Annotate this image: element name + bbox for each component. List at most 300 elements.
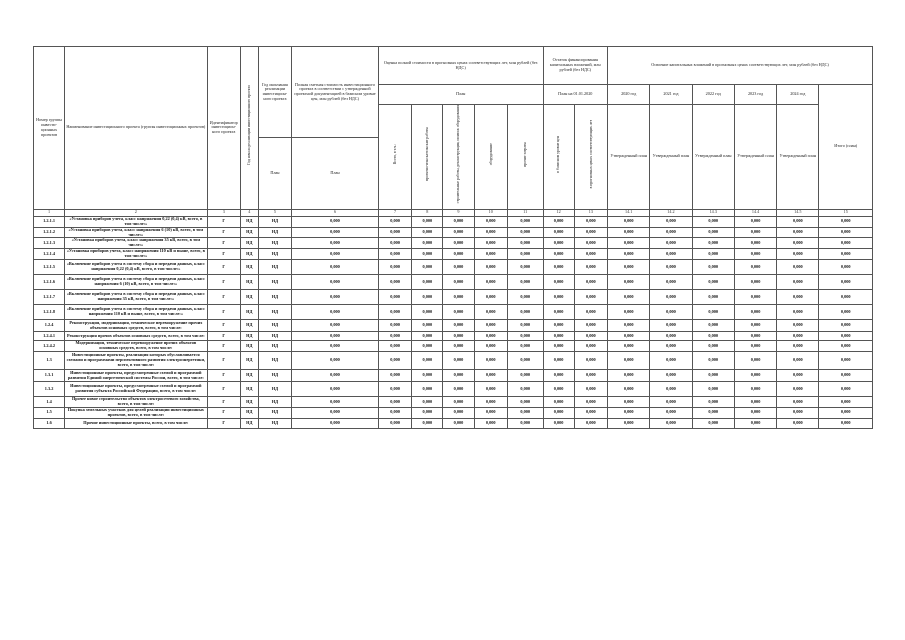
row-value: 0,000 <box>692 290 734 305</box>
row-start-year: НД <box>240 370 258 382</box>
row-end-year: НД <box>258 382 291 397</box>
row-value: 0,000 <box>292 227 379 238</box>
row-value: 0,000 <box>734 418 776 428</box>
header-plan-col5: План <box>258 138 291 209</box>
row-value: 0,000 <box>412 382 443 397</box>
row-code: 1.2.1.5 <box>34 260 65 275</box>
row-value: 0,000 <box>378 249 411 260</box>
header-approved-2: Утвержденный план <box>650 105 692 210</box>
header-plan-col6: План <box>292 138 379 209</box>
row-value: 0,000 <box>412 397 443 408</box>
row-value: 0,000 <box>292 260 379 275</box>
row-start-year: НД <box>240 227 258 238</box>
header-forecast-prices: в прогнозных ценах соответствующих лет <box>574 105 607 210</box>
header-year-2021: 2021 год <box>650 85 692 105</box>
column-number: 14.4 <box>734 209 776 216</box>
row-value: 0,000 <box>574 305 607 320</box>
row-code: 1.4 <box>34 397 65 408</box>
row-value: 0,000 <box>734 341 776 352</box>
column-number: 3 <box>207 209 240 216</box>
row-value: 0,000 <box>692 407 734 418</box>
row-value: 0,000 <box>507 341 543 352</box>
row-start-year: НД <box>240 275 258 290</box>
row-value: 0,000 <box>692 382 734 397</box>
row-value: 0,000 <box>692 352 734 370</box>
row-value: 0,000 <box>608 397 650 408</box>
row-value: 0,000 <box>608 290 650 305</box>
table-row <box>34 275 873 290</box>
header-group-capital-development: Освоение капитальных вложений в прогнозных ценах соответствующих лет, млн рублей (без НДС) <box>608 47 873 85</box>
row-value: 0,000 <box>692 227 734 238</box>
row-value: 0,000 <box>543 332 574 341</box>
row-start-year: НД <box>240 320 258 332</box>
row-value: 0,000 <box>507 275 543 290</box>
row-value: 0,000 <box>734 249 776 260</box>
row-value: 0,000 <box>443 397 474 408</box>
row-value: 0,000 <box>474 382 507 397</box>
row-value: 0,000 <box>443 407 474 418</box>
row-end-year: НД <box>258 275 291 290</box>
row-value: 0,000 <box>378 332 411 341</box>
row-value: 0,000 <box>412 216 443 227</box>
row-value: 0,000 <box>378 305 411 320</box>
row-value: 0,000 <box>412 418 443 428</box>
row-code: 1.2.1.2 <box>34 227 65 238</box>
row-identifier: Г <box>207 382 240 397</box>
row-value: 0,000 <box>474 320 507 332</box>
row-end-year: НД <box>258 418 291 428</box>
row-end-year: НД <box>258 320 291 332</box>
row-value: 0,000 <box>777 320 819 332</box>
column-number: 9 <box>443 209 474 216</box>
row-value: 0,000 <box>819 227 873 238</box>
row-end-year: НД <box>258 332 291 341</box>
header-equipment: оборудование <box>474 105 507 210</box>
row-start-year: НД <box>240 341 258 352</box>
row-value: 0,000 <box>608 249 650 260</box>
column-number: 10 <box>474 209 507 216</box>
row-value: 0,000 <box>574 332 607 341</box>
row-identifier: Г <box>207 260 240 275</box>
row-value: 0,000 <box>443 260 474 275</box>
row-code: 1.3.2 <box>34 382 65 397</box>
row-value: 0,000 <box>507 227 543 238</box>
row-value: 0,000 <box>734 397 776 408</box>
table-row <box>34 418 873 428</box>
row-name: Реконструкция, модернизация, техническое перевооружение прочих объектов основных средств, всего, в том числе: <box>65 320 207 332</box>
row-value: 0,000 <box>292 249 379 260</box>
row-value: 0,000 <box>507 370 543 382</box>
row-name: Модернизация, техническое перевооружение прочих объектов основных средств, всего, в том числе: <box>65 341 207 352</box>
row-value: 0,000 <box>292 397 379 408</box>
header-group-forecast-cost: Оценка полной стоимости в прогнозных ценах соответствующих лет, млн рублей (без НДС) <box>378 47 543 85</box>
row-value: 0,000 <box>819 341 873 352</box>
row-value: 0,000 <box>819 370 873 382</box>
row-value: 0,000 <box>650 260 692 275</box>
row-value: 0,000 <box>692 418 734 428</box>
header-year-2023: 2023 год <box>734 85 776 105</box>
row-value: 0,000 <box>474 290 507 305</box>
row-value: 0,000 <box>543 418 574 428</box>
table-row <box>34 341 873 352</box>
row-value: 0,000 <box>474 418 507 428</box>
header-approved-5: Утвержденный план <box>777 105 819 210</box>
row-value: 0,000 <box>650 370 692 382</box>
row-identifier: Г <box>207 332 240 341</box>
header-year-2022: 2022 год <box>692 85 734 105</box>
column-number: 14.2 <box>650 209 692 216</box>
row-value: 0,000 <box>819 290 873 305</box>
row-start-year: НД <box>240 382 258 397</box>
header-pir: проектно-изыскательские работы <box>412 105 443 210</box>
row-end-year: НД <box>258 238 291 249</box>
row-end-year: НД <box>258 305 291 320</box>
table-row <box>34 397 873 408</box>
row-value: 0,000 <box>777 260 819 275</box>
row-value: 0,000 <box>574 275 607 290</box>
row-identifier: Г <box>207 407 240 418</box>
row-value: 0,000 <box>734 352 776 370</box>
row-value: 0,000 <box>819 260 873 275</box>
row-value: 0,000 <box>292 320 379 332</box>
row-value: 0,000 <box>412 352 443 370</box>
row-value: 0,000 <box>543 320 574 332</box>
table-row <box>34 216 873 227</box>
row-value: 0,000 <box>507 305 543 320</box>
row-value: 0,000 <box>507 332 543 341</box>
row-value: 0,000 <box>412 305 443 320</box>
row-value: 0,000 <box>474 260 507 275</box>
row-value: 0,000 <box>777 407 819 418</box>
row-value: 0,000 <box>734 260 776 275</box>
row-value: 0,000 <box>292 352 379 370</box>
header-total: Итого (план) <box>819 85 873 210</box>
column-number: 6 <box>292 209 379 216</box>
row-value: 0,000 <box>819 216 873 227</box>
row-value: 0,000 <box>608 275 650 290</box>
header-plan-date: План на 01.01.2020 <box>543 85 608 105</box>
header-year-2020: 2020 год <box>608 85 650 105</box>
row-value: 0,000 <box>443 332 474 341</box>
row-value: 0,000 <box>474 249 507 260</box>
row-value: 0,000 <box>543 290 574 305</box>
row-value: 0,000 <box>692 305 734 320</box>
row-value: 0,000 <box>443 352 474 370</box>
row-value: 0,000 <box>443 320 474 332</box>
row-value: 0,000 <box>608 418 650 428</box>
row-name: «Установка приборов учета, класс напряжения 110 кВ и выше, всего, в том числе:» <box>65 249 207 260</box>
row-start-year: НД <box>240 260 258 275</box>
column-number: 4 <box>240 209 258 216</box>
row-value: 0,000 <box>777 216 819 227</box>
row-end-year: НД <box>258 260 291 275</box>
row-value: 0,000 <box>474 407 507 418</box>
row-value: 0,000 <box>378 320 411 332</box>
row-value: 0,000 <box>378 382 411 397</box>
row-name: Покупка земельных участков для целей реализации инвестиционных проектов, всего, в том числе: <box>65 407 207 418</box>
row-value: 0,000 <box>412 227 443 238</box>
column-number: 7 <box>378 209 411 216</box>
row-value: 0,000 <box>507 249 543 260</box>
header-approved-1: Утвержденный план <box>608 105 650 210</box>
row-value: 0,000 <box>543 370 574 382</box>
row-value: 0,000 <box>292 407 379 418</box>
row-value: 0,000 <box>692 249 734 260</box>
table-row <box>34 320 873 332</box>
table-row <box>34 227 873 238</box>
row-value: 0,000 <box>650 397 692 408</box>
row-value: 0,000 <box>734 216 776 227</box>
row-value: 0,000 <box>443 238 474 249</box>
row-identifier: Г <box>207 320 240 332</box>
row-value: 0,000 <box>412 249 443 260</box>
column-number: 8 <box>412 209 443 216</box>
row-value: 0,000 <box>650 352 692 370</box>
row-value: 0,000 <box>734 290 776 305</box>
row-identifier: Г <box>207 352 240 370</box>
row-value: 0,000 <box>474 238 507 249</box>
header-year-2024: 2024 год <box>777 85 819 105</box>
row-end-year: НД <box>258 370 291 382</box>
column-number: 14.3 <box>692 209 734 216</box>
row-value: 0,000 <box>608 227 650 238</box>
row-value: 0,000 <box>474 275 507 290</box>
row-value: 0,000 <box>378 407 411 418</box>
row-value: 0,000 <box>574 352 607 370</box>
row-value: 0,000 <box>692 238 734 249</box>
row-value: 0,000 <box>292 238 379 249</box>
row-value: 0,000 <box>412 320 443 332</box>
row-value: 0,000 <box>507 320 543 332</box>
row-value: 0,000 <box>378 260 411 275</box>
row-value: 0,000 <box>819 305 873 320</box>
header-col1: Номер группы инвести-ционных проектов <box>34 47 65 210</box>
row-value: 0,000 <box>777 418 819 428</box>
row-value: 0,000 <box>819 407 873 418</box>
row-value: 0,000 <box>777 305 819 320</box>
row-value: 0,000 <box>608 352 650 370</box>
investment-program-table <box>33 46 873 429</box>
row-value: 0,000 <box>608 238 650 249</box>
row-value: 0,000 <box>777 397 819 408</box>
row-start-year: НД <box>240 332 258 341</box>
row-value: 0,000 <box>412 290 443 305</box>
row-value: 0,000 <box>734 227 776 238</box>
table-row <box>34 382 873 397</box>
row-start-year: НД <box>240 290 258 305</box>
row-value: 0,000 <box>819 249 873 260</box>
row-end-year: НД <box>258 352 291 370</box>
row-end-year: НД <box>258 216 291 227</box>
row-end-year: НД <box>258 341 291 352</box>
row-value: 0,000 <box>378 290 411 305</box>
table-row <box>34 260 873 275</box>
header-col4: Год начала реализации инвестиционного проекта <box>240 47 258 210</box>
row-value: 0,000 <box>378 238 411 249</box>
row-code: 1.2.1.4 <box>34 249 65 260</box>
row-value: 0,000 <box>474 332 507 341</box>
row-code: 1.6 <box>34 418 65 428</box>
row-value: 0,000 <box>574 227 607 238</box>
row-value: 0,000 <box>474 341 507 352</box>
column-number: 12 <box>543 209 574 216</box>
row-code: 1.2.1.6 <box>34 275 65 290</box>
row-value: 0,000 <box>574 382 607 397</box>
header-smr: строительные работы, реконструкция, монтаж оборудования <box>443 105 474 210</box>
column-numbers-row <box>34 209 873 216</box>
row-name: Инвестиционные проекты, предусмотренные схемой и программой развития Единой энергетической системы России, всего, в том числе: <box>65 370 207 382</box>
row-start-year: НД <box>240 352 258 370</box>
row-value: 0,000 <box>443 341 474 352</box>
row-value: 0,000 <box>443 227 474 238</box>
row-end-year: НД <box>258 227 291 238</box>
row-value: 0,000 <box>819 332 873 341</box>
header-group-remaining-financing: Остаток финансирования капитальных вложений, млн рублей (без НДС) <box>543 47 608 85</box>
column-number: 2 <box>65 209 207 216</box>
row-value: 0,000 <box>378 370 411 382</box>
row-value: 0,000 <box>378 216 411 227</box>
row-value: 0,000 <box>412 260 443 275</box>
row-name: «Включение приборов учета в систему сбора и передачи данных, класс напряжения 6 (10) кВ, всего, в том числе:» <box>65 275 207 290</box>
row-value: 0,000 <box>650 382 692 397</box>
row-value: 0,000 <box>474 370 507 382</box>
row-value: 0,000 <box>692 275 734 290</box>
row-identifier: Г <box>207 305 240 320</box>
row-value: 0,000 <box>443 216 474 227</box>
row-value: 0,000 <box>574 370 607 382</box>
row-code: 1.2.1.1 <box>34 216 65 227</box>
row-value: 0,000 <box>692 260 734 275</box>
header-approved-4: Утвержденный план <box>734 105 776 210</box>
row-value: 0,000 <box>650 275 692 290</box>
row-code: 1.2.4.2 <box>34 341 65 352</box>
row-value: 0,000 <box>650 227 692 238</box>
row-value: 0,000 <box>412 370 443 382</box>
row-value: 0,000 <box>608 320 650 332</box>
row-name: Реконструкция прочих объектов основных средств, всего, в том числе: <box>65 332 207 341</box>
row-name: «Включение приборов учета в систему сбора и передачи данных, класс напряжения 110 кВ и выше, всего, в том числе:» <box>65 305 207 320</box>
header-col6: Полная сметная стоимость инвестиционного проекта в соответствии с утвержденной проектной документацией в базисном уровне цен, млн рублей (без НДС) <box>292 47 379 138</box>
column-number: 11 <box>507 209 543 216</box>
row-value: 0,000 <box>543 249 574 260</box>
row-value: 0,000 <box>819 352 873 370</box>
row-value: 0,000 <box>378 397 411 408</box>
row-value: 0,000 <box>543 216 574 227</box>
row-identifier: Г <box>207 238 240 249</box>
row-code: 1.2.4.1 <box>34 332 65 341</box>
row-value: 0,000 <box>650 320 692 332</box>
row-value: 0,000 <box>608 305 650 320</box>
row-start-year: НД <box>240 238 258 249</box>
row-name: «Включение приборов учета в систему сбора и передачи данных, класс напряжения 35 кВ, всего, в том числе:» <box>65 290 207 305</box>
row-value: 0,000 <box>650 332 692 341</box>
row-start-year: НД <box>240 397 258 408</box>
row-value: 0,000 <box>692 216 734 227</box>
row-value: 0,000 <box>443 370 474 382</box>
row-value: 0,000 <box>692 370 734 382</box>
row-value: 0,000 <box>292 216 379 227</box>
row-value: 0,000 <box>650 238 692 249</box>
row-value: 0,000 <box>507 407 543 418</box>
row-value: 0,000 <box>650 305 692 320</box>
row-value: 0,000 <box>574 238 607 249</box>
row-value: 0,000 <box>507 238 543 249</box>
row-value: 0,000 <box>507 216 543 227</box>
row-value: 0,000 <box>608 216 650 227</box>
row-value: 0,000 <box>819 275 873 290</box>
row-value: 0,000 <box>574 341 607 352</box>
row-value: 0,000 <box>819 238 873 249</box>
row-name: «Установка приборов учета, класс напряжения 6 (10) кВ, всего, в том числе:» <box>65 227 207 238</box>
row-value: 0,000 <box>734 382 776 397</box>
row-value: 0,000 <box>507 397 543 408</box>
row-value: 0,000 <box>378 341 411 352</box>
row-start-year: НД <box>240 305 258 320</box>
row-value: 0,000 <box>378 275 411 290</box>
table-row <box>34 332 873 341</box>
row-value: 0,000 <box>543 352 574 370</box>
row-value: 0,000 <box>734 332 776 341</box>
column-number: 5 <box>258 209 291 216</box>
row-value: 0,000 <box>692 341 734 352</box>
header-plan: План <box>378 85 543 105</box>
row-identifier: Г <box>207 275 240 290</box>
header-other-costs: прочие затраты <box>507 105 543 210</box>
row-value: 0,000 <box>608 260 650 275</box>
row-value: 0,000 <box>292 305 379 320</box>
column-number: 13 <box>574 209 607 216</box>
table-row <box>34 305 873 320</box>
row-value: 0,000 <box>443 275 474 290</box>
row-code: 1.2.4 <box>34 320 65 332</box>
row-name: «Включение приборов учета в систему сбора и передачи данных, класс напряжения 0,22 (0,4) кВ, всего, в том числе:» <box>65 260 207 275</box>
row-value: 0,000 <box>608 382 650 397</box>
row-end-year: НД <box>258 249 291 260</box>
row-value: 0,000 <box>734 275 776 290</box>
row-code: 1.2.1.3 <box>34 238 65 249</box>
row-value: 0,000 <box>574 418 607 428</box>
row-name: «Установка приборов учета, класс напряжения 0,22 (0,4) кВ, всего, в том числе:» <box>65 216 207 227</box>
row-value: 0,000 <box>819 397 873 408</box>
row-value: 0,000 <box>574 397 607 408</box>
row-name: Прочие инвестиционные проекты, всего, в том числе: <box>65 418 207 428</box>
row-value: 0,000 <box>543 397 574 408</box>
table-row <box>34 352 873 370</box>
row-identifier: Г <box>207 341 240 352</box>
row-value: 0,000 <box>734 320 776 332</box>
row-value: 0,000 <box>574 249 607 260</box>
row-start-year: НД <box>240 418 258 428</box>
row-value: 0,000 <box>777 227 819 238</box>
row-value: 0,000 <box>608 407 650 418</box>
row-value: 0,000 <box>734 238 776 249</box>
row-name: Инвестиционные проекты, предусмотренные схемой и программой развития субъекта Российской Федерации, всего, в том числе: <box>65 382 207 397</box>
row-identifier: Г <box>207 216 240 227</box>
row-value: 0,000 <box>507 260 543 275</box>
row-start-year: НД <box>240 407 258 418</box>
row-code: 1.3.1 <box>34 370 65 382</box>
table-row <box>34 290 873 305</box>
row-value: 0,000 <box>574 216 607 227</box>
row-end-year: НД <box>258 407 291 418</box>
row-value: 0,000 <box>412 332 443 341</box>
row-value: 0,000 <box>507 382 543 397</box>
row-start-year: НД <box>240 249 258 260</box>
row-code: 1.3 <box>34 352 65 370</box>
row-value: 0,000 <box>474 352 507 370</box>
row-value: 0,000 <box>574 320 607 332</box>
row-value: 0,000 <box>777 382 819 397</box>
